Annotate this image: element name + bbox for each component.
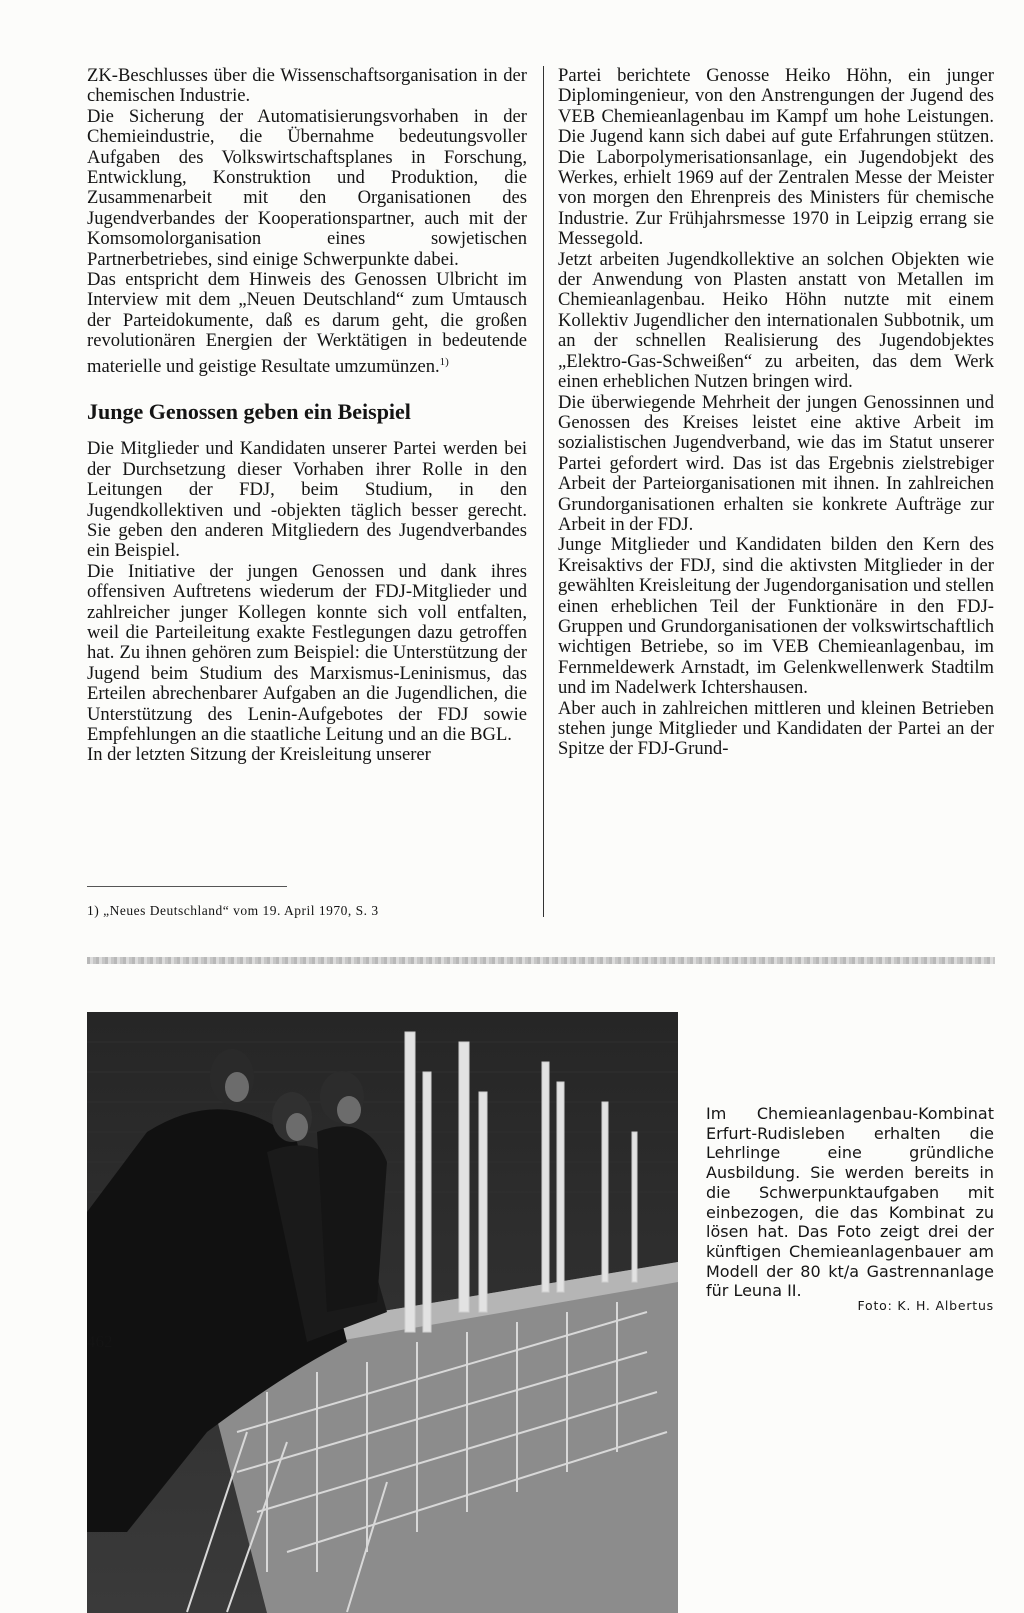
footnote: 1) „Neues Deutschland“ vom 19. April 1970, S. 3 [87, 903, 379, 918]
page-number: 462 [87, 1332, 113, 1351]
paragraph: Die Mitglieder und Kandidaten unserer Partei werden bei der Durchsetzung dieser Vorhaben ihrer Rolle in den Leitungen der FDJ, beim Studium, in den Jugendkollektiven und -objekten täglich besser gerecht. Sie geben den anderen Mitgliedern des Jugendverbandes ein Beispiel. [87, 438, 527, 562]
right-column [558, 66, 994, 760]
left-column [87, 66, 527, 766]
paragraph [87, 270, 527, 377]
paragraph: Jetzt arbeiten Jugendkollektive an solchen Objekten wie der Anwendung von Plasten anstatt von Metallen im Chemieanlagenbau. Heiko Höhn nutzte mit einem Kollektiv Jugendlicher den internationalen Subbotnik, um an der schnellen Realisierung des Jugendobjektes „Elektro-Gas-Schweißen“ zu arbeiten, das dem Werk einen erheblichen Nutzen bringen wird. [558, 248, 994, 393]
footnote-rule [87, 886, 287, 887]
paragraph: In der letzten Sitzung der Kreisleitung unserer [87, 744, 431, 766]
decorative-stripe [87, 957, 995, 964]
paragraph: Partei berichtete Genosse Heiko Höhn, ein junger Diplomingenieur, von den Anstrengungen der Jugend des VEB Chemieanlagenbau im Kampf um hohe Leistungen. Die Jugend kann sich dabei auf gute Erfahrungen stützen. Die Laborpolymerisationsanlage, ein Jugendobjekt des Werkes, erhielt 1969 auf der Zentralen Messe der Meister von morgen den Ehrenpreis des Ministers für chemische Industrie. Zur Frühjahrsmesse 1970 in Leipzig errang sie Messegold. [558, 65, 994, 250]
photo-caption [706, 1104, 994, 1301]
photo-credit: Foto: K. H. Albertus [857, 1298, 994, 1313]
photo-plant-model [87, 1012, 678, 1613]
section-heading: Junge Genossen geben ein Beispiel [87, 399, 411, 425]
paragraph-text: Das entspricht dem Hinweis des Genossen Ulbricht im Interview mit dem „Neuen Deutschland“ zum Umtausch der Parteidokumente, daß es darum geht, die großen revolutionären Energien der Werktätigen in bedeutende materielle und geistige Resultate umzumünzen. [87, 269, 527, 377]
photo-illustration [87, 1012, 678, 1613]
paragraph: Die Initiative der jungen Genossen und dank ihres offensiven Auftretens wiederum der FDJ-Mitglieder und zahlreicher junger Kollegen konnte sich voll entfalten, weil die Parteileitung exakte Festlegungen dazu getroffen hat. Zu ihnen gehören zum Beispiel: die Unterstützung der Jugend beim Studium des Marxismus-Leninismus, das Erteilen abrechenbarer Aufgaben an die Jugendlichen, die Unterstützung des Lenin-Aufgebotes der FDJ sowie Empfehlungen an die staatliche Leitung und an die BGL. [87, 560, 527, 745]
paragraph: Die Sicherung der Automatisierungsvorhaben in der Chemieindustrie, die Übernahme bedeutungsvoller Aufgaben des Volkswirtschaftsplanes in Forschung, Entwicklung, Konstruktion und Produktion, die Zusammenarbeit mit den Organisationen des Jugendverbandes der Kooperationspartner, auch mit der Komsomolorganisation eines sowjetischen Partnerbetriebes, sind einige Schwerpunkte dabei. [87, 105, 527, 270]
column-divider [543, 66, 544, 917]
footnote-ref: 1) [439, 355, 449, 368]
caption-text: Im Chemieanlagenbau-Kombinat Erfurt-Rudisleben erhalten die Lehrlinge eine gründliche Ausbildung. Sie werden bereits in die Schwerpunktaufgaben mit einbezogen, die das Kombinat zu lösen hat. Das Foto zeigt drei der künftigen Chemieanlagenbauer am Modell der 80 kt/a Gastrennanlage für Leuna II. [706, 1104, 994, 1301]
paragraph: Die überwiegende Mehrheit der jungen Genossinnen und Genossen des Kreises leistet eine aktive Arbeit im sozialistischen Jugendverband, wie das im Statut unserer Partei gefordert wird. Das ist das Ergebnis zielstrebiger Arbeit der Parteiorganisationen mit ihnen. In zahlreichen Grundorganisationen erhalten sie konkrete Aufträge zur Arbeit in der FDJ. [558, 391, 994, 535]
paragraph: ZK-Beschlusses über die Wissenschaftsorganisation in der chemischen Industrie. [87, 65, 527, 107]
paragraph: Junge Mitglieder und Kandidaten bilden den Kern des Kreisaktivs der FDJ, sind die aktivsten Mitglieder in der gewählten Kreisleitung der Jugendorganisation und stellen einen erheblichen Teil der Funktionäre in den FDJ-Gruppen und Grundorganisationen der volkswirtschaftlich wichtigen Betriebe, so im VEB Chemieanlagenbau, im Fernmeldewerk Arnstadt, im Gelenkwellenwerk Stadtilm und im Nadelwerk Ichtershausen. [558, 534, 994, 699]
paragraph: Aber auch in zahlreichen mittleren und kleinen Betrieben stehen junge Mitglieder und Kandidaten der Partei an der Spitze der FDJ-Grund- [558, 697, 994, 760]
